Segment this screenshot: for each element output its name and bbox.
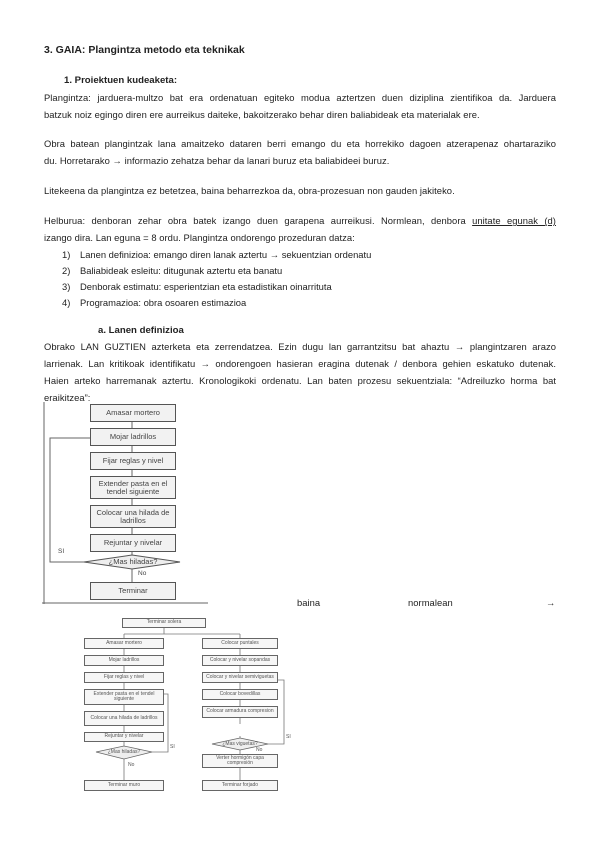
flow-step-1: Amasar mortero	[90, 404, 176, 422]
flow-yes-label: SI	[58, 548, 65, 555]
step-item-3: 3) Denborak estimatu: esperientzian eta estadistikan oinarrituta	[62, 281, 332, 292]
flow2-right-decision: ¿Mas viguetas?	[222, 741, 258, 747]
paragraph-3: Litekeena da plangintza ez betetzea, baina beharrezkoa da, obra-prozesuan non gauden jakiteko.	[44, 185, 455, 196]
connector-word-1: baina	[297, 597, 321, 608]
flow2-right-step-5: Colocar armadura compresion	[202, 706, 278, 718]
paragraph-4-line-2: izango dira. Lan eguna = 8 ordu. Plangintza ondorengo prozeduran datza:	[44, 232, 355, 243]
flow2-right-step-2: Colocar y nivelar sopandas	[202, 655, 278, 666]
flow-no-label: No	[138, 570, 147, 577]
paragraph-4-text: Helburua: denboran zehar obra batek izango duen garapena aurreikusi. Normlean, denbora	[44, 215, 473, 226]
paragraph-1-line-2: batzuk noiz egingo diren ere aurreikus daiteke, bakoitzerako behar diren baliabideak eta materialak ere.	[44, 109, 480, 120]
flow2-left-decision: ¿Mas hiladas?	[107, 749, 141, 755]
paragraph-1-line-1: Plangintza: jarduera-multzo bat era ordenatuan egiteko modua aztertzen duen diziplina zientifikoa da. Jarduera	[44, 92, 556, 103]
page-title: 3. GAIA: Plangintza metodo eta teknikak	[44, 44, 245, 56]
flow2-right-pour: Verter hormigón capa compresión	[202, 754, 278, 768]
flow2-right-step-3: Colocar y nivelar semiviguetas	[202, 672, 278, 683]
section-a-line-3: Haien arteko harremanak aztertu. Kronologikoki ordenatu. Lan baten prozesu sekuentziala: “Adreiluzko horma bat	[44, 375, 556, 386]
flow2-left-step-2: Mojar ladrillos	[84, 655, 164, 666]
flow2-right-no: No	[256, 747, 263, 753]
flow2-right-step-4: Colocar bovedillas	[202, 689, 278, 700]
flow-end: Terminar	[90, 582, 176, 600]
flow2-right-yes: SI	[286, 734, 291, 740]
underlined-term: unitate egunak (d)	[472, 215, 556, 226]
flow-step-4: Extender pasta en el tendel siguiente	[90, 476, 176, 499]
flow2-top: Terminar solera	[122, 618, 206, 628]
flow2-left-no: No	[128, 762, 135, 768]
step-item-1: 1) Lanen definizioa: emango diren lanak aztertu → sekuentzian ordenatu	[62, 249, 372, 260]
flow2-right-end: Terminar forjado	[202, 780, 278, 791]
flow2-left-step-6: Rejuntar y nivelar	[84, 732, 164, 742]
flowchart-combined	[80, 614, 300, 800]
flow2-left-end: Terminar muro	[84, 780, 164, 791]
flow-step-5: Colocar una hilada de ladrillos	[90, 505, 176, 528]
flow2-left-yes: SI	[170, 744, 175, 750]
flow-step-2: Mojar ladrillos	[90, 428, 176, 446]
flow2-left-step-4: Extender pasta en el tendel siguiente	[84, 689, 164, 705]
flow2-left-step-5: Colocar una hilada de ladrillos	[84, 711, 164, 726]
flowchart-brick-wall	[42, 402, 208, 604]
step-item-4: 4) Programazioa: obra osoaren estimazioa	[62, 297, 247, 308]
paragraph-2-line-1: Obra batean plangintzak lana amaitzeko dataren berri emango du eta horrekiko dagoen atzerapenaz ohartaraziko	[44, 138, 556, 149]
flow-step-6: Rejuntar y nivelar	[90, 534, 176, 552]
step-item-2: 2) Baliabideak esleitu: ditugunak aztertu eta banatu	[62, 265, 283, 276]
flow2-left-step-3: Fijar reglas y nivel	[84, 672, 164, 683]
flow2-right-step-1: Colocar puntales	[202, 638, 278, 649]
connector-arrow: →	[546, 597, 556, 608]
section-heading-a: a. Lanen definizioa	[98, 325, 184, 336]
section-heading-1: 1. Proiektuen kudeaketa:	[64, 75, 178, 86]
flow-step-3: Fijar reglas y nivel	[90, 452, 176, 470]
flow-decision: ¿Mas hiladas?	[108, 557, 158, 566]
section-a-line-2: larrienak. Lan kritikoak identifikatu → ondorengoen hasieran eragina dutenak / denbora gehien eskatuko dutenak.	[44, 358, 556, 369]
paragraph-4-line-1	[44, 212, 556, 229]
connector-word-2: normalean	[408, 597, 453, 608]
flow2-left-step-1: Amasar mortero	[84, 638, 164, 649]
paragraph-2-line-2: du. Horretarako → informazio zehatza behar da lanari buruz eta baliabideei buruz.	[44, 155, 390, 166]
section-a-line-4: eraikitzea”:	[44, 392, 91, 403]
section-a-line-1: Obrako LAN GUZTIEN azterketa eta zerrendatzea. Ezin dugu lan garrantzitsu bat ahaztu → plangintzaren arazo	[44, 341, 556, 352]
